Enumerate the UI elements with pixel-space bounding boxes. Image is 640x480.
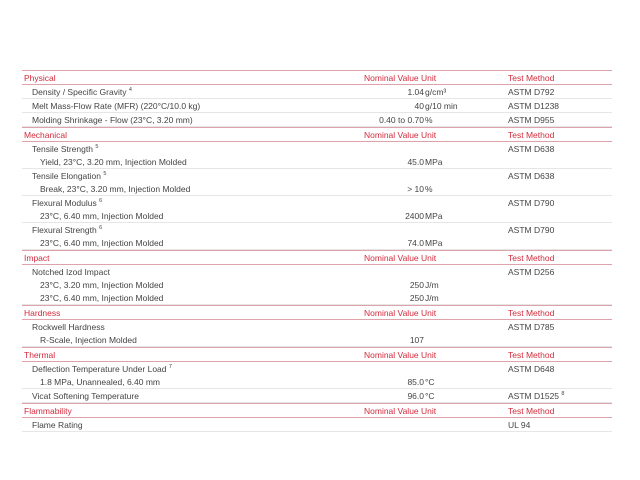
test-method-name: ASTM D256 — [508, 267, 555, 277]
nominal-value: 107 — [409, 335, 424, 345]
test-method-header: Test Method — [508, 253, 555, 263]
unit-header: Unit — [421, 308, 437, 318]
property-line — [22, 113, 612, 126]
section-header — [22, 403, 612, 418]
condition-label: 23°C, 6.40 mm, Injection Molded — [40, 211, 164, 221]
property-row — [22, 196, 612, 223]
property-label — [32, 322, 105, 332]
property-condition-line — [22, 209, 612, 222]
property-condition-line — [22, 375, 612, 388]
condition-label: R-Scale, Injection Molded — [40, 335, 137, 345]
test-method-name: ASTM D792 — [508, 87, 555, 97]
property-label — [32, 115, 193, 125]
test-method — [508, 420, 530, 430]
test-method-name: ASTM D955 — [508, 115, 555, 125]
test-method-name: ASTM D638 — [508, 171, 555, 181]
test-method-header: Test Method — [508, 350, 555, 360]
test-method-name: ASTM D785 — [508, 322, 555, 332]
test-method-name: ASTM D1525 — [508, 391, 560, 401]
property-line — [22, 85, 612, 98]
unit-header: Unit — [421, 253, 437, 263]
property-name: Molding Shrinkage - Flow (23°C, 3.20 mm) — [32, 115, 193, 125]
section-title: Mechanical — [24, 130, 67, 140]
condition-label: Break, 23°C, 3.20 mm, Injection Molded — [40, 184, 191, 194]
property-condition-line — [22, 155, 612, 168]
nominal-value-unit-header — [364, 350, 436, 360]
unit-header: Unit — [421, 350, 437, 360]
property-line — [22, 389, 612, 402]
unit-header: Unit — [421, 406, 437, 416]
section-header — [22, 347, 612, 362]
property-name: Notched Izod Impact — [32, 267, 110, 277]
property-condition-line — [22, 182, 612, 195]
nominal-value-header: Nominal Value — [364, 350, 419, 360]
section-title: Thermal — [24, 350, 56, 360]
property-line — [22, 265, 612, 278]
property-name: Flame Rating — [32, 420, 83, 430]
footnote-ref: 8 — [561, 391, 565, 398]
property-name: Melt Mass-Flow Rate (MFR) (220°C/10.0 kg) — [32, 101, 201, 111]
unit: MPa — [425, 211, 443, 221]
nominal-value-unit-header — [364, 73, 436, 83]
nominal-value-unit-header — [364, 308, 436, 318]
section-title: Physical — [24, 73, 56, 83]
test-method-header: Test Method — [508, 73, 555, 83]
property-label — [32, 198, 102, 208]
test-method — [508, 101, 559, 111]
property-line — [22, 169, 612, 182]
nominal-value-header: Nominal Value — [364, 130, 419, 140]
footnote-ref: 5 — [103, 171, 107, 178]
nominal-value: 0.40 to 0.70 — [379, 115, 424, 125]
section-header — [22, 305, 612, 320]
property-condition-line — [22, 278, 612, 291]
property-row — [22, 418, 612, 432]
test-method — [508, 87, 554, 97]
nominal-value-header: Nominal Value — [364, 308, 419, 318]
test-method-name: ASTM D648 — [508, 364, 555, 374]
condition-label: Yield, 23°C, 3.20 mm, Injection Molded — [40, 157, 187, 167]
property-row — [22, 362, 612, 389]
unit: °C — [425, 391, 435, 401]
test-method-name: ASTM D1238 — [508, 101, 560, 111]
properties-table — [22, 70, 612, 432]
property-condition-line — [22, 291, 612, 304]
property-name: Tensile Strength — [32, 144, 93, 154]
nominal-value-unit-header — [364, 406, 436, 416]
property-name: Rockwell Hardness — [32, 322, 105, 332]
property-name: Deflection Temperature Under Load — [32, 364, 167, 374]
footnote-ref: 5 — [95, 144, 99, 151]
test-method-name: ASTM D790 — [508, 225, 555, 235]
condition-label: 23°C, 3.20 mm, Injection Molded — [40, 280, 164, 290]
property-condition-line — [22, 236, 612, 249]
property-name: Tensile Elongation — [32, 171, 101, 181]
unit: MPa — [425, 157, 443, 167]
property-row — [22, 320, 612, 347]
property-row — [22, 99, 612, 113]
property-line — [22, 223, 612, 236]
property-row — [22, 85, 612, 99]
property-name: Density / Specific Gravity — [32, 87, 127, 97]
nominal-value: 250 — [409, 293, 424, 303]
property-row — [22, 169, 612, 196]
test-method — [508, 267, 554, 277]
section-title: Flammability — [24, 406, 72, 416]
test-method — [508, 391, 564, 401]
test-method-name: ASTM D790 — [508, 198, 555, 208]
test-method-header: Test Method — [508, 406, 555, 416]
property-row — [22, 389, 612, 403]
unit: % — [425, 115, 433, 125]
property-label — [32, 267, 110, 277]
property-line — [22, 142, 612, 155]
condition-label: 23°C, 6.40 mm, Injection Molded — [40, 238, 164, 248]
unit: % — [425, 184, 433, 194]
property-line — [22, 320, 612, 333]
property-label — [32, 391, 139, 401]
nominal-value-header: Nominal Value — [364, 73, 419, 83]
nominal-value-header: Nominal Value — [364, 406, 419, 416]
section-header — [22, 250, 612, 265]
property-name: Flexural Strength — [32, 225, 97, 235]
test-method — [508, 225, 554, 235]
property-line — [22, 196, 612, 209]
property-row — [22, 113, 612, 127]
property-label — [32, 364, 172, 374]
section-title: Hardness — [24, 308, 61, 318]
test-method — [508, 115, 554, 125]
unit: °C — [425, 377, 435, 387]
nominal-value: 85.0 — [407, 377, 424, 387]
nominal-value: 40 — [414, 101, 424, 111]
footnote-ref: 6 — [99, 198, 103, 205]
nominal-value: 2400 — [405, 211, 424, 221]
unit: J/m — [425, 280, 439, 290]
test-method — [508, 322, 554, 332]
nominal-value-unit-header — [364, 253, 436, 263]
nominal-value: 250 — [409, 280, 424, 290]
property-line — [22, 362, 612, 375]
footnote-ref: 6 — [99, 225, 103, 232]
test-method — [508, 198, 554, 208]
property-label — [32, 144, 98, 154]
section-header — [22, 127, 612, 142]
test-method-name: ASTM D638 — [508, 144, 555, 154]
condition-label: 1.8 MPa, Unannealed, 6.40 mm — [40, 377, 161, 387]
nominal-value: 96.0 — [407, 391, 424, 401]
test-method — [508, 171, 554, 181]
test-method-header: Test Method — [508, 308, 555, 318]
unit: g/10 min — [425, 101, 458, 111]
property-line — [22, 99, 612, 112]
nominal-value: 74.0 — [407, 238, 424, 248]
footnote-ref: 7 — [168, 364, 172, 371]
unit: J/m — [425, 293, 439, 303]
property-row — [22, 142, 612, 169]
unit: MPa — [425, 238, 443, 248]
property-label — [32, 420, 83, 430]
test-method-header: Test Method — [508, 130, 555, 140]
unit: g/cm³ — [425, 87, 447, 97]
property-row — [22, 265, 612, 305]
condition-label: 23°C, 6.40 mm, Injection Molded — [40, 293, 164, 303]
property-label — [32, 101, 200, 111]
nominal-value: 1.04 — [407, 87, 424, 97]
test-method — [508, 144, 554, 154]
nominal-value-header: Nominal Value — [364, 253, 419, 263]
property-label — [32, 225, 102, 235]
property-name: Flexural Modulus — [32, 198, 97, 208]
section-title: Impact — [24, 253, 50, 263]
unit-header: Unit — [421, 73, 437, 83]
property-row — [22, 223, 612, 250]
nominal-value-unit-header — [364, 130, 436, 140]
property-condition-line — [22, 333, 612, 346]
nominal-value: 45.0 — [407, 157, 424, 167]
unit-header: Unit — [421, 130, 437, 140]
test-method — [508, 364, 554, 374]
footnote-ref: 4 — [128, 87, 132, 94]
test-method-name: UL 94 — [508, 420, 531, 430]
property-label — [32, 87, 132, 97]
property-name: Vicat Softening Temperature — [32, 391, 139, 401]
nominal-value: > 10 — [407, 184, 424, 194]
property-line — [22, 418, 612, 431]
property-label — [32, 171, 106, 181]
section-header — [22, 70, 612, 85]
